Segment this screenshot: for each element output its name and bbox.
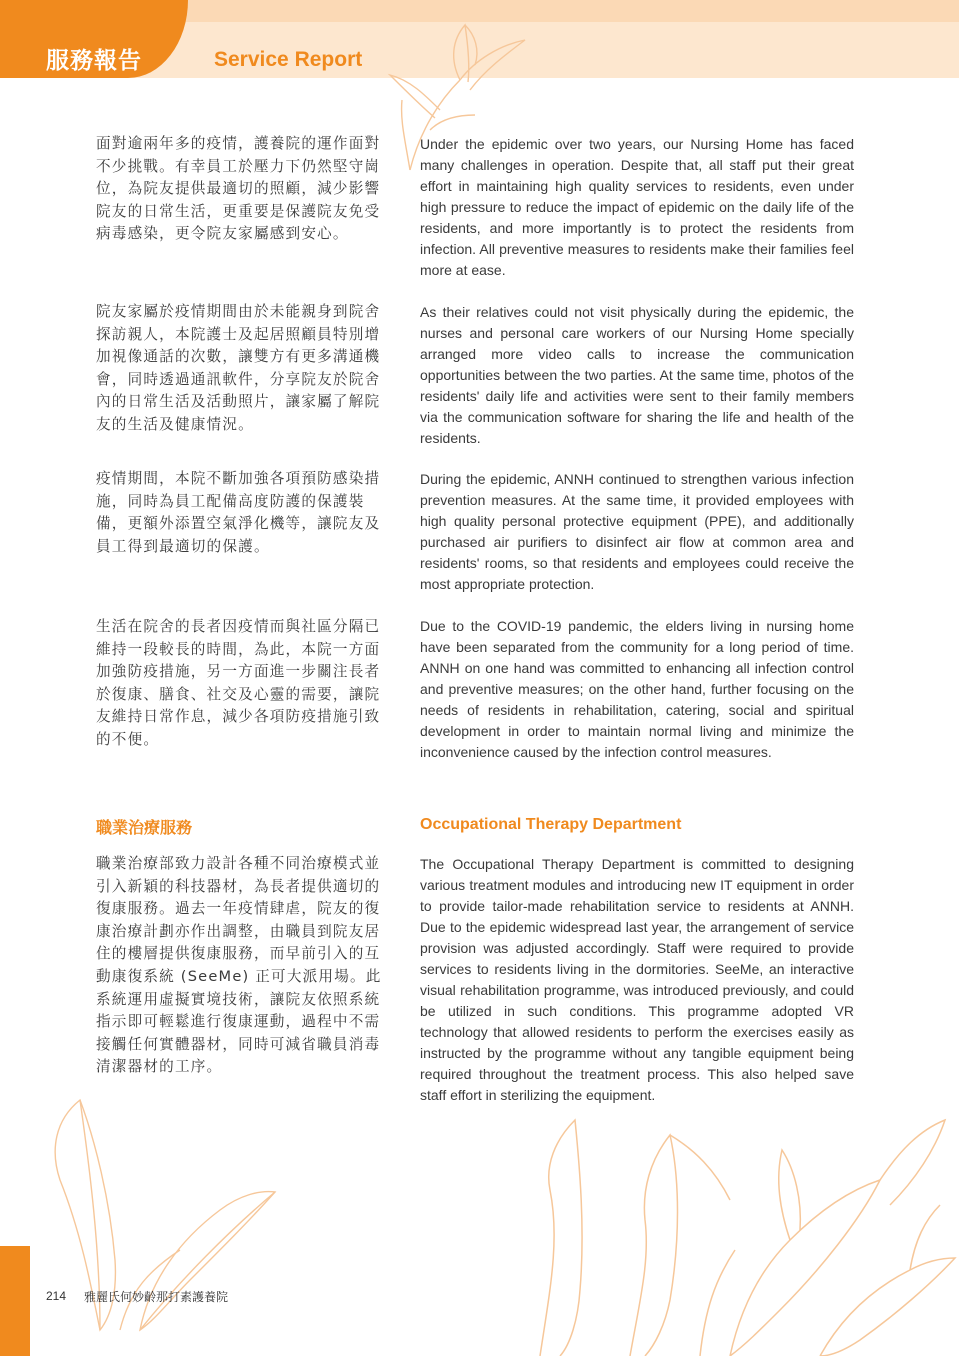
header-tab-label: 服務報告	[46, 48, 142, 74]
page-number: 214	[46, 1289, 67, 1303]
page-title: Service Report	[214, 48, 363, 71]
paragraph-zh-2: 院友家屬於疫情期間由於未能親身到院舍探訪親人，本院護士及起居照顧員特別增加視像通話的次數，讓雙方有更多溝通機會，同時透過通訊軟件，分享院友於院舍內的日常生活及活動照片，讓家屬了解院友的生活及健康情況。	[96, 303, 381, 433]
paragraph-en-4: Due to the COVID-19 pandemic, the elders living in nursing home have been separated from the community for a long period of time. ANNH on one hand was committed to enhancing all infection control and preventive measures; on the other hand, further focusing on the needs of residents in rehabilitation, catering, social and spiritual development in order to maintain normal living and minimize the inconvenience caused by the infection control measures.	[420, 618, 854, 760]
section-heading-zh: 職業治療服務	[96, 818, 193, 837]
paragraph-zh-4: 生活在院舍的長者因疫情而與社區分隔已維持一段較長的時間，為此，本院一方面加強防疫措施，另一方面進一步關注長者於復康、膳食、社交及心靈的需要，讓院友維持日常作息，減少各項防疫措施引致的不便。	[96, 618, 381, 748]
flower-decoration-bottom-icon	[520, 1110, 959, 1356]
paragraph-en-3: During the epidemic, ANNH continued to strengthen various infection prevention measures. At the same time, it provided employees with high quality personal protective equipment (PPE), and additionally purchased air purifiers to disinfect air flow at common area and residents' rooms, so that residents and employees could receive the most appropriate protection.	[420, 471, 854, 592]
organization-name: 雅麗氏何妙齡那打素護養院	[84, 1290, 229, 1304]
section-heading-en: Occupational Therapy Department	[420, 816, 682, 833]
section-body-zh: 職業治療部致力設計各種不同治療模式並引入新穎的科技器材，為長者提供適切的復康服務。過去一年疫情肆虐，院友的復康治療計劃亦作出調整，由職員到院友居住的樓層提供復康服務，而早前引入的互動康復系統 (SeeMe) 正可大派用場。此系統運用虛擬實境技術，讓院友依照系統指示即可輕鬆進行復康運動，過程中不需接觸任何實體器材，同時可減省職員消毒清潔器材的工序。	[96, 855, 382, 1076]
footer-side-bar	[0, 1246, 30, 1356]
paragraph-en-2: As their relatives could not visit physically during the epidemic, the nurses and personal care workers of our Nursing Home specially arranged more video calls to increase the communication opportunities between the two parties. At the same time, photos of the residents' daily life and activities were sent to their family members via the communication software for sharing the life and health of the residents.	[420, 304, 854, 446]
section-body-en: The Occupational Therapy Department is committed to designing various treatment modules and introducing new IT equipment in order to provide tailor-made rehabilitation service to residents at ANNH. Due to the epidemic widespread last year, the arrangement of service provision was adjusted accordingly. Staff were required to provide services to residents living in the dormitories. SeeMe, an interactive visual rehabilitation programme, was introduced previously, and could be utilized in such conditions. This programme adopted VR technology that allowed residents to perform the exercises easily as instructed by the programme without any tangible equipment being required throughout the treatment process. This also helped save staff effort in sterilizing the equipment.	[420, 856, 854, 1103]
paragraph-zh-3: 疫情期間，本院不斷加強各項預防感染措施，同時為員工配備高度防護的保護裝備，更額外添置空氣淨化機等，讓院友及員工得到最適切的保護。	[96, 470, 381, 555]
paragraph-en-1: Under the epidemic over two years, our Nursing Home has faced many challenges in operation. Despite that, all staff put their great effort in maintaining high quality services to residents, even under high pressure to reduce the impact of epidemic on the daily life of the residents, and more importantly is to protect the residents from infection. All preventive measures to residents make their families feel more at ease.	[420, 136, 854, 278]
paragraph-zh-1: 面對逾兩年多的疫情，護養院的運作面對不少挑戰。有幸員工於壓力下仍然堅守崗位，為院友提供最適切的照顧，減少影響院友的日常生活，更重要是保護院友免受病毒感染，更令院友家屬感到安心。	[96, 135, 381, 243]
